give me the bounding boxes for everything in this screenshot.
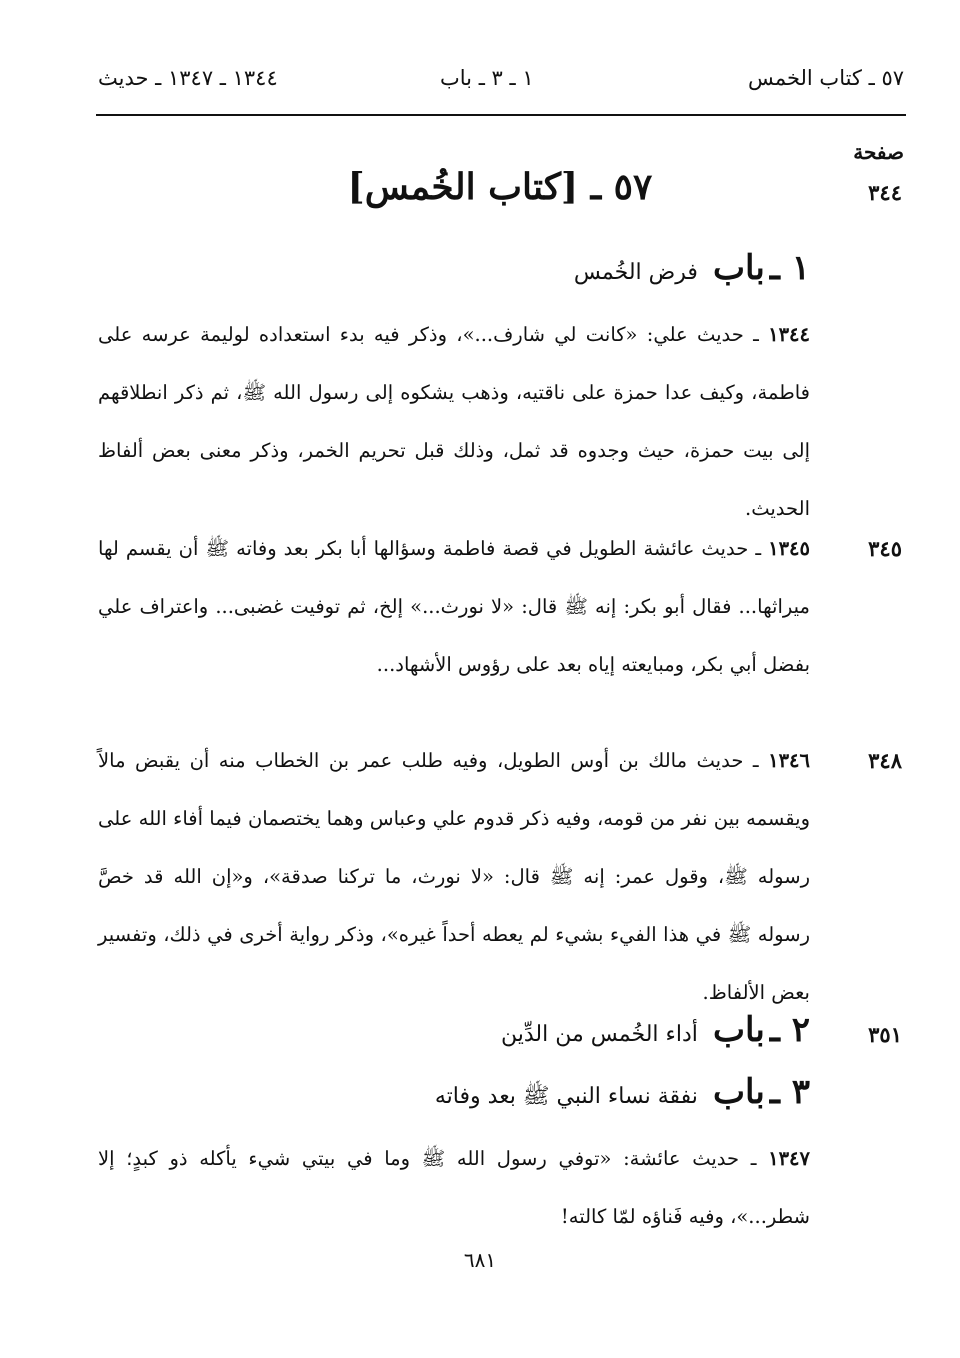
running-header-hadith-range: ١٣٤٤ ـ ١٣٤٧ ـ حديث <box>98 66 278 90</box>
chapter-number: ١ ـ <box>769 248 810 288</box>
margin-page-number: ٣٤٥ <box>868 536 902 561</box>
chapter-title: نفقة نساء النبي ﷺ بعد وفاته <box>434 1084 698 1109</box>
book-title: ٥٧ ـ [كتاب الخُمس] <box>347 166 653 208</box>
hadith-entry <box>98 732 810 1022</box>
page-number: ٦٨١ <box>463 1248 497 1272</box>
hadith-text: ـ حديث عائشة: «توفي رسول الله ﷺ وما في بيتي شيء يأكله ذو كبدٍ؛ إلا شطر...»، وفيه فَناؤه لمّا كالته! <box>98 1147 810 1228</box>
hadith-text: ـ حديث مالك بن أوس الطويل، وفيه طلب عمر بن الخطاب منه أن يقبض مالاً ويقسمه بين نفر من قومه، وفيه ذكر قدوم علي وعباس وهما يختصمان فيما أفاء الله على رسوله ﷺ، وقول عمر: إنه ﷺ قال: «لا نورث، ما تركنا صدقة»، و«إن الله قد خصَّ رسوله ﷺ في هذا الفيء بشيء لم يعطه أحداً غيره»، وذكر رواية أخرى في ذلك، وتفسير بعض الألفاظ. <box>98 749 811 1004</box>
running-header-book: ٥٧ ـ كتاب الخمس <box>748 66 904 90</box>
chapter-word: باب <box>712 1072 765 1112</box>
hadith-number: ١٣٤٦ <box>768 749 810 772</box>
chapter-number: ٢ ـ <box>769 1010 810 1050</box>
margin-label-page: صفحة <box>853 140 904 164</box>
chapter-title: فرض الخُمس <box>573 260 698 285</box>
hadith-entry <box>98 520 810 694</box>
chapter-title: أداء الخُمس من الدِّين <box>500 1022 698 1047</box>
running-header-chapters: ١ ـ ٣ ـ باب <box>440 66 534 90</box>
hadith-text: ـ حديث عائشة الطويل في قصة فاطمة وسؤالها أبا بكر بعد وفاته ﷺ أن يقسم لها ميراثها... فقال أبو بكر: إنه ﷺ قال: «لا نورث...» إلخ، ثم توفيت غضبى... واعتراف علي بفضل أبي بكر، ومبايعته إياه بعد على رؤوس الأشهاد... <box>98 537 810 676</box>
hadith-entry <box>98 1130 810 1246</box>
margin-page-number: ٣٤٤ <box>868 180 902 205</box>
chapter-number: ٣ ـ <box>769 1072 810 1112</box>
chapter-word: باب <box>712 248 765 288</box>
hadith-number: ١٣٤٧ <box>768 1147 810 1170</box>
hadith-number: ١٣٤٤ <box>768 323 810 346</box>
hadith-entry <box>98 306 810 538</box>
margin-page-number: ٣٤٨ <box>868 748 902 773</box>
header-rule <box>96 114 906 116</box>
chapter-word: باب <box>712 1010 765 1050</box>
chapter-heading <box>435 1072 810 1114</box>
chapter-heading <box>574 248 810 288</box>
margin-page-number: ٣٥١ <box>868 1022 902 1047</box>
hadith-text: ـ حديث علي: «كانت لي شارف...»، وذكر فيه بدء استعداده لوليمة عرسه على فاطمة، وكيف عدا حمزة على ناقتيه، وذهب يشكوه إلى رسول الله ﷺ، ثم ذكر انطلاقهم إلى بيت حمزة، حيث وجدوه قد ثمل، وذلك قبل تحريم الخمر، وذكر معنى بعض ألفاظ الحديث. <box>98 323 810 520</box>
hadith-number: ١٣٤٥ <box>768 537 810 560</box>
chapter-heading <box>501 1010 810 1050</box>
